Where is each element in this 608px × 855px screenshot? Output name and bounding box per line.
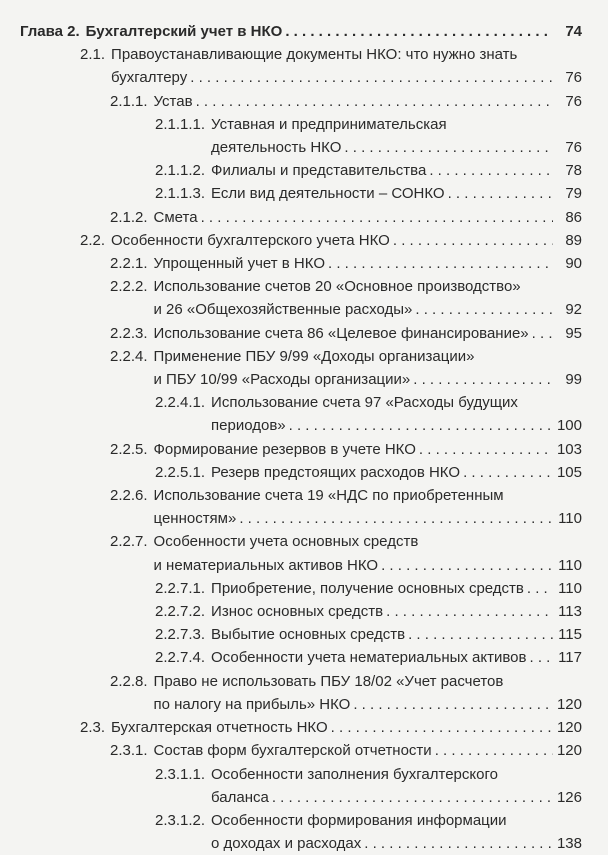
toc-page-number: 120 [556,695,582,713]
toc-entry [0,391,608,437]
toc-title: бухгалтеру [111,69,188,87]
toc-title: Применение ПБУ 9/99 «Доходы организации» [153,347,475,365]
toc-title: по налогу на прибыль» НКО [153,695,351,713]
toc-page-number: 79 [565,185,582,203]
toc-number: 2.2.7.4. [155,649,206,667]
toc-line [110,693,582,716]
toc-title: ценностям» [153,510,237,528]
leader-dots [328,252,553,275]
toc-page-number: 117 [558,649,582,667]
toc-title: о доходах и расходах [211,835,362,853]
toc-page-number: 76 [565,139,582,157]
leader-dots [429,159,553,182]
toc-page-number: 74 [565,23,582,40]
toc-entry [0,670,608,716]
toc-title: Бухгалтерская отчетность НКО [111,719,328,737]
toc-entry [0,809,608,855]
toc-number: 2.3.1.2. [155,811,206,829]
toc-title: и 26 «Общехозяйственные расходы» [153,301,413,319]
toc-number: 2.3.1.1. [155,765,206,783]
toc-page-number: 76 [565,69,582,87]
toc-line [80,43,582,66]
toc-title: Использование счета 97 «Расходы будущих [211,394,518,412]
leader-dots [364,832,553,855]
toc-line [155,577,582,600]
toc-title: Право не использовать ПБУ 18/02 «Учет расчетов [153,672,504,690]
leader-dots [289,414,553,437]
toc-number: 2.1.2. [110,208,148,226]
toc-entry [0,275,608,321]
toc-title: Правоустанавливающие документы НКО: что нужно знать [111,46,518,64]
toc-line [110,252,582,275]
toc-line [155,600,582,623]
toc-line [110,438,582,461]
toc-page-number: 103 [556,440,582,458]
leader-dots [344,136,553,159]
toc-line [155,832,582,855]
toc-line [155,391,582,414]
toc-number: 2.2. [80,231,106,249]
toc-entry [0,716,608,739]
toc-title: Особенности формирования информации [211,811,507,829]
toc-number: 2.2.4.1. [155,394,206,412]
toc-title: Упрощенный учет в НКО [153,255,326,273]
toc-page-number: 99 [565,371,582,389]
leader-dots [285,20,553,43]
toc-entry [0,438,608,461]
toc-page-number: 100 [556,417,582,435]
leader-dots [381,554,553,577]
toc-title: Состав форм бухгалтерской отчетности [153,742,432,760]
toc-page-number: 110 [558,579,582,597]
leader-dots [196,90,553,113]
toc-entry [0,159,608,182]
toc-entry [0,43,608,89]
toc-line [110,554,582,577]
toc-page-number: 76 [565,92,582,110]
leader-dots [435,739,553,762]
toc-title: Приобретение, получение основных средств [211,579,524,597]
leader-dots [272,786,553,809]
toc-entry [0,646,608,669]
toc-number: 2.3.1. [110,742,148,760]
toc-number: 2.1.1.1. [155,115,206,133]
toc-page-number: 138 [556,835,582,853]
toc-number: Глава 2. [20,23,80,40]
toc-title: деятельность НКО [211,139,342,157]
toc-line [155,136,582,159]
toc-title: Использование счета 86 «Целевое финансирование» [153,324,529,342]
toc-title: Использование счета 19 «НДС по приобретенным [153,487,504,505]
leader-dots [239,507,553,530]
toc-page-number: 95 [565,324,582,342]
toc-title: периодов» [211,417,286,435]
toc-entry [0,530,608,576]
toc-page-number: 120 [556,742,582,760]
toc-page-number: 90 [565,255,582,273]
toc-title: Если вид деятельности – СОНКО [211,185,445,203]
leader-dots [190,66,553,89]
toc-entry [0,623,608,646]
toc-title: Особенности учета нематериальных активов [211,649,527,667]
toc-number: 2.1.1.2. [155,162,206,180]
toc-title: Бухгалтерский учет в НКО [85,23,283,40]
leader-dots [386,600,553,623]
leader-dots [419,438,553,461]
leader-dots [532,322,553,345]
toc-page-number: 126 [556,788,582,806]
toc-number: 2.2.1. [110,255,148,273]
toc-line [110,90,582,113]
toc-page-number: 86 [565,208,582,226]
table-of-contents [0,20,608,855]
toc-line [155,809,582,832]
toc-page-number: 120 [556,719,582,737]
toc-page-number: 78 [565,162,582,180]
leader-dots [353,693,553,716]
toc-title: баланса [211,788,269,806]
toc-line [110,275,582,298]
toc-line [110,507,582,530]
toc-page-number: 115 [558,626,582,644]
toc-title: Особенности заполнения бухгалтерского [211,765,498,783]
toc-entry [0,739,608,762]
leader-dots [393,229,553,252]
toc-page-number: 89 [565,231,582,249]
toc-page-number: 92 [565,301,582,319]
toc-entry [0,577,608,600]
toc-entry [0,252,608,275]
toc-line [80,229,582,252]
toc-entry [0,206,608,229]
toc-line [155,623,582,646]
toc-number: 2.2.2. [110,278,148,296]
toc-line [110,322,582,345]
toc-number: 2.2.5.1. [155,463,206,481]
toc-title: Формирование резервов в учете НКО [153,440,416,458]
toc-number: 2.2.7.3. [155,626,206,644]
toc-page-number: 110 [558,556,582,574]
toc-entry [0,763,608,809]
toc-page-number: 110 [558,510,582,528]
toc-entry [0,182,608,205]
toc-line [155,763,582,786]
toc-number: 2.1. [80,46,106,64]
toc-line [110,739,582,762]
toc-entry [0,600,608,623]
toc-line [110,206,582,229]
toc-line [110,298,582,321]
toc-entry [0,461,608,484]
toc-entry [0,90,608,113]
toc-title: Износ основных средств [211,603,384,621]
toc-line [110,670,582,693]
leader-dots [331,716,553,739]
toc-number: 2.1.1. [110,92,148,110]
toc-title: Уставная и предпринимательская [211,115,447,133]
toc-title: Использование счетов 20 «Основное производство» [153,278,521,296]
toc-entry [0,345,608,391]
toc-number: 2.2.7.1. [155,579,206,597]
toc-entry [0,113,608,159]
toc-line [80,716,582,739]
toc-line [80,66,582,89]
leader-dots [448,182,553,205]
leader-dots [529,646,553,669]
toc-entry [0,229,608,252]
toc-entry [0,322,608,345]
toc-number: 2.2.6. [110,487,148,505]
toc-line [20,20,582,43]
toc-title: Выбытие основных средств [211,626,406,644]
toc-line [155,113,582,136]
toc-line [110,345,582,368]
toc-line [110,484,582,507]
toc-line [155,414,582,437]
leader-dots [413,368,553,391]
toc-number: 2.2.5. [110,440,148,458]
toc-line [155,182,582,205]
toc-title: Смета [153,208,198,226]
toc-number: 2.1.1.3. [155,185,206,203]
toc-line [155,159,582,182]
leader-dots [415,298,553,321]
toc-line [110,368,582,391]
toc-title: Устав [153,92,193,110]
toc-number: 2.2.8. [110,672,148,690]
toc-entry [0,484,608,530]
toc-line [155,461,582,484]
leader-dots [201,206,553,229]
leader-dots [463,461,553,484]
toc-entry [0,20,608,43]
leader-dots [527,577,553,600]
toc-page-number: 113 [558,603,582,621]
toc-number: 2.2.7.2. [155,603,206,621]
toc-line [110,530,582,553]
toc-title: Резерв предстоящих расходов НКО [211,463,461,481]
toc-number: 2.3. [80,719,106,737]
toc-title: и ПБУ 10/99 «Расходы организации» [153,371,411,389]
toc-title: и нематериальных активов НКО [153,556,379,574]
toc-number: 2.2.3. [110,324,148,342]
toc-title: Особенности учета основных средств [153,533,419,551]
toc-number: 2.2.7. [110,533,148,551]
toc-number: 2.2.4. [110,347,148,365]
toc-line [155,786,582,809]
toc-page-number: 105 [556,463,582,481]
toc-line [155,646,582,669]
leader-dots [408,623,553,646]
toc-title: Особенности бухгалтерского учета НКО [111,231,390,249]
toc-title: Филиалы и представительства [211,162,427,180]
